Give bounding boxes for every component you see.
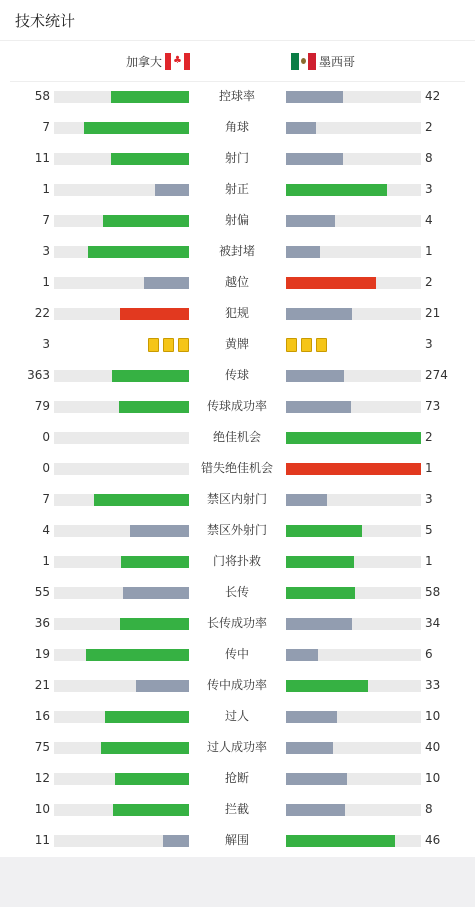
away-stat-value: 10: [425, 709, 441, 723]
home-stat-bar: [54, 742, 189, 754]
stat-row: [0, 112, 475, 143]
stat-label: 射正: [224, 182, 249, 196]
stat-row: [0, 453, 475, 484]
home-stat-value: 19: [34, 647, 50, 661]
stat-row: [0, 794, 475, 825]
away-stat-bar: [286, 277, 421, 289]
home-stat-value: 1: [42, 275, 50, 289]
stat-row: [0, 732, 475, 763]
stat-label: 角球: [224, 120, 249, 134]
stat-label: 黄牌: [224, 337, 249, 351]
stat-label: 越位: [224, 275, 249, 289]
away-stat-bar-fill: [286, 711, 337, 723]
home-stat-value: 11: [34, 151, 50, 165]
away-stat-bar-fill: [286, 122, 316, 134]
stat-row: [0, 825, 475, 856]
away-stat-value: 34: [425, 616, 441, 630]
stat-label: 绝佳机会: [212, 430, 261, 444]
home-stat-bar-fill: [111, 153, 189, 165]
stat-row: [0, 391, 475, 422]
away-stat-value: 1: [425, 554, 433, 568]
yellow-card-icon: [316, 338, 327, 352]
away-stat-bar-fill: [286, 308, 352, 320]
away-stat-bar: [286, 680, 421, 692]
away-stat-bar: [286, 401, 421, 413]
home-stat-value: 7: [42, 213, 50, 227]
home-stat-bar-fill: [115, 773, 189, 785]
away-stat-bar: [286, 587, 421, 599]
home-stat-value: 11: [34, 833, 50, 847]
away-stat-bar-fill: [286, 91, 343, 103]
away-stat-value: 1: [425, 244, 433, 258]
away-stat-bar: [286, 494, 421, 506]
away-stat-bar: [286, 742, 421, 754]
stat-row: [0, 360, 475, 391]
stat-label: 禁区内射门: [206, 492, 267, 506]
away-stat-bar: [286, 649, 421, 661]
home-stat-value: 75: [34, 740, 50, 754]
away-stat-bar: [286, 463, 421, 475]
stat-row: [0, 608, 475, 639]
stat-label: 传中: [224, 647, 249, 661]
home-stat-bar-fill: [86, 649, 189, 661]
away-stat-bar-fill: [286, 556, 354, 568]
home-stat-bar: [54, 370, 189, 382]
away-stat-value: 3: [425, 182, 433, 196]
stat-row: [0, 763, 475, 794]
home-stat-bar: [54, 711, 189, 723]
away-stat-value: 2: [425, 275, 433, 289]
home-stat-bar: [54, 494, 189, 506]
home-stat-bar: [54, 556, 189, 568]
away-stat-bar-fill: [286, 680, 368, 692]
home-stat-bar: [54, 649, 189, 661]
away-stat-bar-fill: [286, 804, 345, 816]
away-stat-value: 40: [425, 740, 441, 754]
home-stat-bar-fill: [113, 804, 189, 816]
home-team-name: 加拿大: [126, 54, 163, 69]
home-stat-value: 7: [42, 120, 50, 134]
home-stat-bar: [54, 773, 189, 785]
home-stat-bar: [54, 122, 189, 134]
away-team: [291, 52, 355, 70]
stat-row: [0, 236, 475, 267]
away-stat-value: 3: [425, 337, 433, 351]
stat-label: 解围: [224, 833, 249, 847]
away-stat-bar: [286, 91, 421, 103]
stat-label: 抢断: [224, 771, 249, 785]
away-stat-value: 73: [425, 399, 441, 413]
home-yellow-cards: [148, 338, 189, 352]
away-stat-value: 21: [425, 306, 441, 320]
away-team-name: 墨西哥: [319, 54, 356, 69]
away-stat-bar-fill: [286, 246, 320, 258]
stat-row: [0, 422, 475, 453]
away-stat-value: 4: [425, 213, 433, 227]
home-stat-value: 55: [34, 585, 50, 599]
away-stat-bar: [286, 432, 421, 444]
away-stat-bar-fill: [286, 618, 352, 630]
canada-flag-icon: ♣: [165, 53, 190, 70]
away-stat-value: 8: [425, 151, 433, 165]
yellow-card-icon: [163, 338, 174, 352]
home-stat-value: 16: [34, 709, 50, 723]
home-stat-value: 36: [34, 616, 50, 630]
home-stat-bar-fill: [144, 277, 189, 289]
home-stat-value: 3: [42, 337, 50, 351]
stat-row: [0, 267, 475, 298]
stat-row: [0, 670, 475, 701]
away-stat-bar-fill: [286, 463, 421, 475]
home-stat-bar: [54, 432, 189, 444]
yellow-card-icon: [148, 338, 159, 352]
away-stat-value: 10: [425, 771, 441, 785]
divider: [0, 40, 475, 41]
away-yellow-cards: [286, 338, 327, 352]
home-stat-value: 363: [27, 368, 50, 382]
away-stat-bar: [286, 556, 421, 568]
away-stat-bar: [286, 122, 421, 134]
away-stat-value: 8: [425, 802, 433, 816]
away-stat-value: 33: [425, 678, 441, 692]
stat-label: 射门: [224, 151, 249, 165]
home-stat-bar: [54, 618, 189, 630]
home-stat-bar: [54, 587, 189, 599]
home-stat-bar-fill: [136, 680, 189, 692]
home-stat-bar-fill: [119, 401, 189, 413]
away-stat-bar: [286, 773, 421, 785]
home-stat-bar-fill: [130, 525, 189, 537]
home-stat-value: 1: [42, 554, 50, 568]
stat-label: 被封堵: [218, 244, 255, 258]
away-stat-bar: [286, 370, 421, 382]
away-stat-bar: [286, 711, 421, 723]
stat-row: [0, 577, 475, 608]
stat-row: [0, 701, 475, 732]
away-stat-bar-fill: [286, 835, 395, 847]
stat-label: 错失绝佳机会: [200, 461, 273, 475]
away-stat-value: 5: [425, 523, 433, 537]
home-stat-bar: [54, 153, 189, 165]
home-stat-bar: [54, 277, 189, 289]
page-title: 技术统计: [15, 12, 76, 30]
stat-row: [0, 329, 475, 360]
stat-label: 传球: [224, 368, 249, 382]
stat-row: [0, 515, 475, 546]
home-stat-value: 12: [34, 771, 50, 785]
home-stat-value: 4: [42, 523, 50, 537]
home-stat-bar: [54, 308, 189, 320]
home-stat-bar: [54, 525, 189, 537]
home-stat-value: 7: [42, 492, 50, 506]
away-stat-bar: [286, 835, 421, 847]
home-stat-value: 10: [34, 802, 50, 816]
stat-row: [0, 546, 475, 577]
away-stat-bar-fill: [286, 277, 376, 289]
home-stat-bar-fill: [94, 494, 189, 506]
home-stat-value: 22: [34, 306, 50, 320]
yellow-card-icon: [301, 338, 312, 352]
stat-label: 门将扑救: [212, 554, 261, 568]
stat-label: 过人成功率: [206, 740, 267, 754]
stat-label: 长传: [224, 585, 249, 599]
home-stat-bar-fill: [105, 711, 189, 723]
away-stat-bar-fill: [286, 370, 344, 382]
stat-row: [0, 143, 475, 174]
stat-label: 禁区外射门: [206, 523, 267, 537]
mexico-flag-icon: [291, 53, 316, 70]
home-stat-value: 0: [42, 430, 50, 444]
away-stat-bar-fill: [286, 494, 327, 506]
away-stat-bar-fill: [286, 215, 335, 227]
home-stat-value: 3: [42, 244, 50, 258]
away-stat-value: 1: [425, 461, 433, 475]
stat-label: 控球率: [218, 89, 255, 103]
home-stat-bar-fill: [101, 742, 189, 754]
stat-label: 过人: [224, 709, 249, 723]
home-team: [126, 52, 190, 70]
home-stat-bar-fill: [121, 556, 189, 568]
away-stat-bar: [286, 153, 421, 165]
stat-row: [0, 205, 475, 236]
yellow-card-icon: [178, 338, 189, 352]
away-stat-bar-fill: [286, 649, 318, 661]
home-stat-bar: [54, 246, 189, 258]
away-stat-bar: [286, 246, 421, 258]
away-stat-bar-fill: [286, 773, 347, 785]
stat-label: 传球成功率: [206, 399, 267, 413]
home-stat-bar-fill: [155, 184, 189, 196]
away-stat-value: 42: [425, 89, 441, 103]
home-stat-value: 58: [34, 89, 50, 103]
yellow-card-icon: [286, 338, 297, 352]
home-stat-bar: [54, 91, 189, 103]
away-stat-bar-fill: [286, 153, 343, 165]
away-stat-bar-fill: [286, 184, 387, 196]
stat-label: 长传成功率: [206, 616, 267, 630]
away-stat-bar-fill: [286, 401, 351, 413]
home-stat-bar: [54, 680, 189, 692]
away-stat-value: 3: [425, 492, 433, 506]
stat-row: [0, 639, 475, 670]
home-stat-value: 21: [34, 678, 50, 692]
away-stat-bar: [286, 308, 421, 320]
home-stat-bar: [54, 804, 189, 816]
away-stat-bar: [286, 804, 421, 816]
stat-row: [0, 484, 475, 515]
away-stat-value: 46: [425, 833, 441, 847]
home-stat-bar: [54, 184, 189, 196]
stat-row: [0, 81, 475, 112]
home-stat-value: 79: [34, 399, 50, 413]
home-stat-value: 0: [42, 461, 50, 475]
stat-label: 拦截: [224, 802, 249, 816]
home-stat-bar: [54, 463, 189, 475]
away-stat-value: 2: [425, 430, 433, 444]
home-stat-bar-fill: [112, 370, 189, 382]
away-stat-bar-fill: [286, 587, 355, 599]
home-stat-bar-fill: [103, 215, 189, 227]
away-stat-value: 6: [425, 647, 433, 661]
stat-label: 传中成功率: [206, 678, 267, 692]
away-stat-value: 274: [425, 368, 448, 382]
home-stat-value: 1: [42, 182, 50, 196]
home-stat-bar: [54, 835, 189, 847]
home-stat-bar-fill: [120, 618, 189, 630]
home-stat-bar-fill: [84, 122, 189, 134]
away-stat-value: 2: [425, 120, 433, 134]
away-stat-bar: [286, 215, 421, 227]
stat-label: 犯规: [224, 306, 249, 320]
away-stat-bar: [286, 184, 421, 196]
away-stat-bar-fill: [286, 525, 362, 537]
stat-row: [0, 298, 475, 329]
home-stat-bar-fill: [163, 835, 189, 847]
home-stat-bar-fill: [120, 308, 189, 320]
home-stat-bar-fill: [111, 91, 189, 103]
home-stat-bar-fill: [123, 587, 189, 599]
away-stat-value: 58: [425, 585, 441, 599]
away-stat-bar: [286, 525, 421, 537]
home-stat-bar: [54, 401, 189, 413]
away-stat-bar-fill: [286, 432, 421, 444]
stat-label: 射偏: [224, 213, 249, 227]
away-stat-bar-fill: [286, 742, 333, 754]
home-stat-bar-fill: [88, 246, 189, 258]
stat-row: [0, 174, 475, 205]
away-stat-bar: [286, 618, 421, 630]
home-stat-bar: [54, 215, 189, 227]
